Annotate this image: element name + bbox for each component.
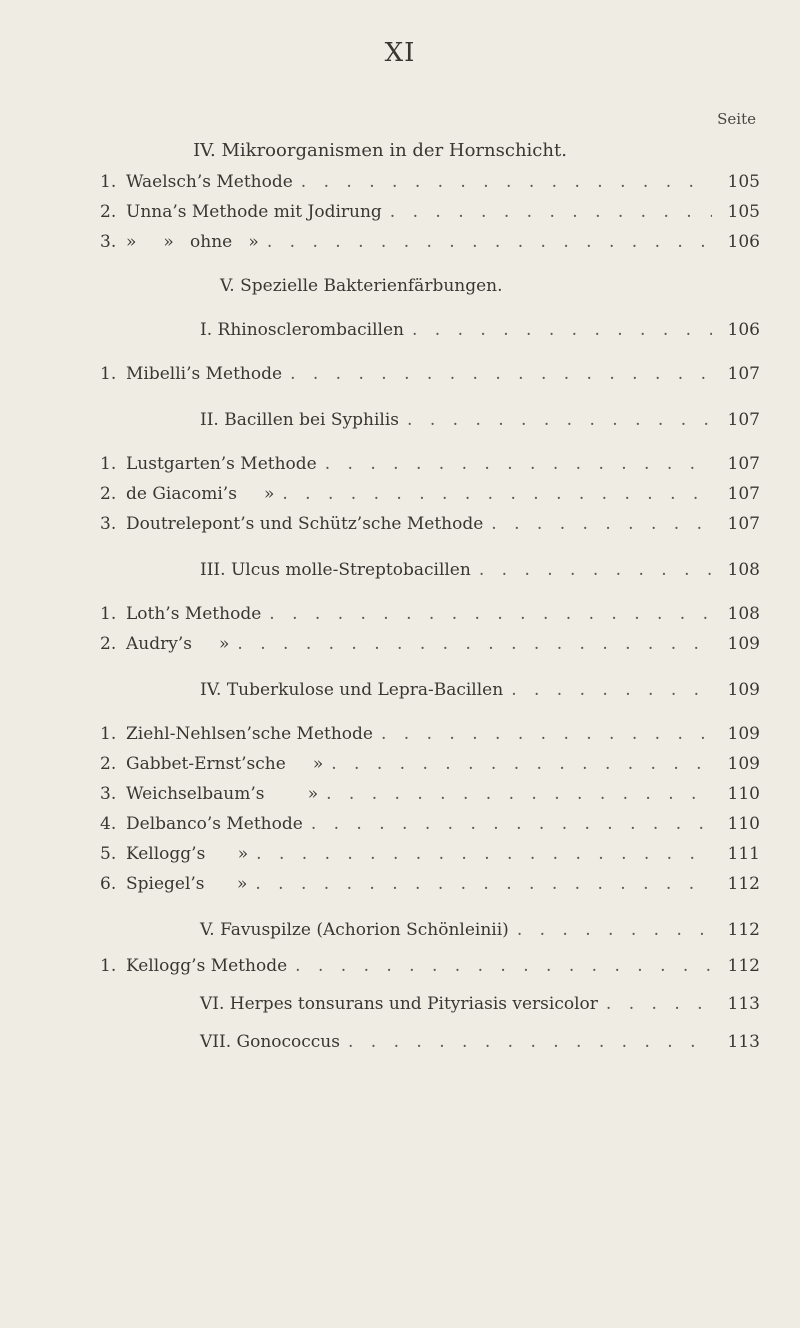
entry-number: 1. <box>100 724 117 744</box>
dot-leader <box>237 629 712 659</box>
group-page: 108 <box>727 560 760 580</box>
toc-entry <box>100 629 760 659</box>
group-title-text: VI. Herpes tonsurans und Pityriasis versicolor <box>200 994 598 1014</box>
toc-entry <box>100 599 760 629</box>
entry-number: 2. <box>100 754 117 774</box>
toc-entry <box>100 479 760 509</box>
entry-page: 110 <box>727 784 760 804</box>
group-page: 109 <box>727 680 760 700</box>
entry-title: Weichselbaum’s » <box>126 784 319 804</box>
toc-entry <box>100 839 760 869</box>
dot-leader <box>282 479 712 509</box>
toc-entry <box>100 227 760 257</box>
dot-leader <box>331 749 712 779</box>
entry-page: 105 <box>727 202 760 222</box>
entry-page: 109 <box>727 634 760 654</box>
entry-title: Kellogg’s Methode <box>126 956 288 976</box>
entry-number: 2. <box>100 202 117 222</box>
dot-leader <box>407 405 712 435</box>
entry-title: Unna’s Methode mit Jodirung <box>126 202 382 222</box>
group-page: 107 <box>727 410 760 430</box>
entry-number: 1. <box>100 172 117 192</box>
entry-title: de Giacomi’s » <box>126 484 275 504</box>
entry-title: Audry’s » <box>126 634 230 654</box>
group-title-text: V. Favuspilze (Achorion Schönleinii) <box>200 920 509 940</box>
entry-page: 108 <box>727 604 760 624</box>
entry-number: 5. <box>100 844 117 864</box>
entry-number: 1. <box>100 454 117 474</box>
entry-title: Mibelli’s Methode <box>126 364 283 384</box>
group-title <box>100 405 760 435</box>
dot-leader <box>255 869 712 899</box>
section-heading: IV. Mikroorganismen in der Hornschicht. <box>193 140 567 161</box>
entry-number: 1. <box>100 956 117 976</box>
dot-leader <box>479 555 712 585</box>
dot-leader <box>348 1027 712 1057</box>
entry-title: Waelsch’s Methode <box>126 172 293 192</box>
page-number: XI <box>384 38 416 68</box>
dot-leader <box>606 989 712 1019</box>
entry-page: 111 <box>727 844 760 864</box>
subsection-heading: V. Spezielle Bakterienfärbungen. <box>220 276 503 296</box>
toc-entry <box>100 449 760 479</box>
entry-number: 6. <box>100 874 117 894</box>
dot-leader <box>301 167 712 197</box>
toc-entry <box>100 509 760 539</box>
dot-leader <box>491 509 712 539</box>
toc-entry <box>100 359 760 389</box>
group-title-text: III. Ulcus molle-Streptobacillen <box>200 560 471 580</box>
group-title <box>100 989 760 1019</box>
entry-page: 107 <box>727 514 760 534</box>
dot-leader <box>256 839 712 869</box>
dot-leader <box>295 951 712 981</box>
dot-leader <box>290 359 712 389</box>
entry-number: 1. <box>100 604 117 624</box>
dot-leader <box>517 915 712 945</box>
entry-title: Lustgarten’s Methode <box>126 454 317 474</box>
toc-entry <box>100 779 760 809</box>
entry-page: 112 <box>727 956 760 976</box>
table-of-contents <box>100 135 760 1057</box>
entry-title: Loth’s Methode <box>126 604 262 624</box>
group-title <box>100 1027 760 1057</box>
entry-number: 4. <box>100 814 117 834</box>
group-title <box>100 315 760 345</box>
toc-entry <box>100 809 760 839</box>
group-page: 112 <box>727 920 760 940</box>
group-title <box>100 555 760 585</box>
dot-leader <box>269 599 712 629</box>
group-title-text: VII. Gonococcus <box>200 1032 340 1052</box>
group-page: 113 <box>727 994 760 1014</box>
entry-number: 3. <box>100 784 117 804</box>
group-title <box>100 915 760 945</box>
toc-entry <box>100 951 760 981</box>
toc-entry <box>100 197 760 227</box>
entry-number: 3. <box>100 232 117 252</box>
dot-leader <box>381 719 712 749</box>
dot-leader <box>390 197 712 227</box>
entry-page: 107 <box>727 484 760 504</box>
dot-leader <box>412 315 712 345</box>
entry-title: Spiegel’s » <box>126 874 248 894</box>
entry-number: 2. <box>100 484 117 504</box>
entry-title: Delbanco’s Methode <box>126 814 303 834</box>
entry-title: » » ohne » <box>126 232 259 252</box>
dot-leader <box>311 809 712 839</box>
group-page: 113 <box>727 1032 760 1052</box>
entry-page: 109 <box>727 754 760 774</box>
toc-entry <box>100 749 760 779</box>
column-header-seite: Seite <box>717 110 756 128</box>
entry-number: 3. <box>100 514 117 534</box>
group-title-text: I. Rhinosclerombacillen <box>200 320 404 340</box>
dot-leader <box>325 449 712 479</box>
entry-number: 2. <box>100 634 117 654</box>
entry-page: 106 <box>727 232 760 252</box>
group-title <box>100 675 760 705</box>
entry-title: Kellogg’s » <box>126 844 249 864</box>
group-title-text: IV. Tuberkulose und Lepra-Bacillen <box>200 680 504 700</box>
entry-page: 112 <box>727 874 760 894</box>
dot-leader <box>326 779 712 809</box>
entry-page: 110 <box>727 814 760 834</box>
toc-entry <box>100 167 760 197</box>
group-page: 106 <box>727 320 760 340</box>
group-title-text: II. Bacillen bei Syphilis <box>200 410 400 430</box>
entry-page: 107 <box>727 454 760 474</box>
dot-leader <box>267 227 712 257</box>
entry-page: 105 <box>727 172 760 192</box>
entry-page: 107 <box>727 364 760 384</box>
entry-number: 1. <box>100 364 117 384</box>
dot-leader <box>511 675 712 705</box>
entry-page: 109 <box>727 724 760 744</box>
toc-entry <box>100 869 760 899</box>
toc-entry <box>100 719 760 749</box>
entry-title: Ziehl-Nehlsen’sche Methode <box>126 724 373 744</box>
entry-title: Doutrelepont’s und Schütz’sche Methode <box>126 514 484 534</box>
entry-title: Gabbet-Ernst’sche » <box>126 754 324 774</box>
